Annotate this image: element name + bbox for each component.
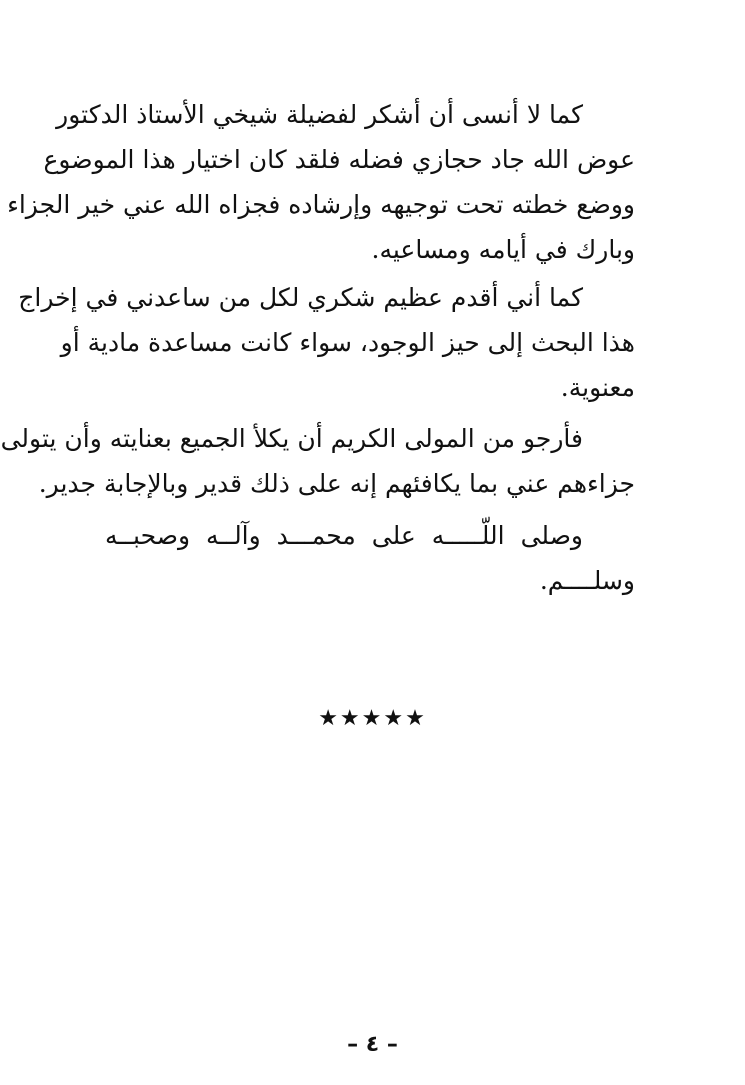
paragraph-line: كما لا أنسى أن أشكر لفضيلة شيخي الأستاذ الدكتور (56, 100, 583, 129)
paragraph-line: وصلى اللّـــــه على محمـــد وآلــه وصحبــه (105, 521, 583, 550)
star-ornament-divider: ★★★★★ (318, 706, 427, 731)
paragraph-salutation (105, 513, 635, 603)
paragraph-line: وبارك في أيامه ومساعيه. (371, 235, 635, 264)
paragraph-prayer (0, 416, 635, 506)
paragraph-line: فأرجو من المولى الكريم أن يكلأ الجميع بعنايته وأن يتولى (0, 424, 583, 453)
page-number: – ٤ – (347, 1032, 398, 1057)
paragraph-thanks-supervisor (7, 92, 635, 272)
paragraph-line: وسلــــم. (539, 566, 635, 595)
paragraph-line: عوض الله جاد حجازي فضله فلقد كان اختيار هذا الموضوع (43, 145, 635, 174)
paragraph-line: معنوية. (560, 373, 635, 402)
paragraph-line: كما أني أقدم عظيم شكري لكل من ساعدني في إخراج (18, 283, 583, 312)
paragraph-thanks-helpers (18, 275, 635, 410)
paragraph-line: هذا البحث إلى حيز الوجود، سواء كانت مساعدة مادية أو (60, 328, 635, 357)
paragraph-line: ووضع خطته تحت توجيهه وإرشاده فجزاه الله عني خير الجزاء (7, 190, 635, 219)
paragraph-line: جزاءهم عني بما يكافئهم إنه على ذلك قدير وبالإجابة جدير. (38, 469, 635, 498)
